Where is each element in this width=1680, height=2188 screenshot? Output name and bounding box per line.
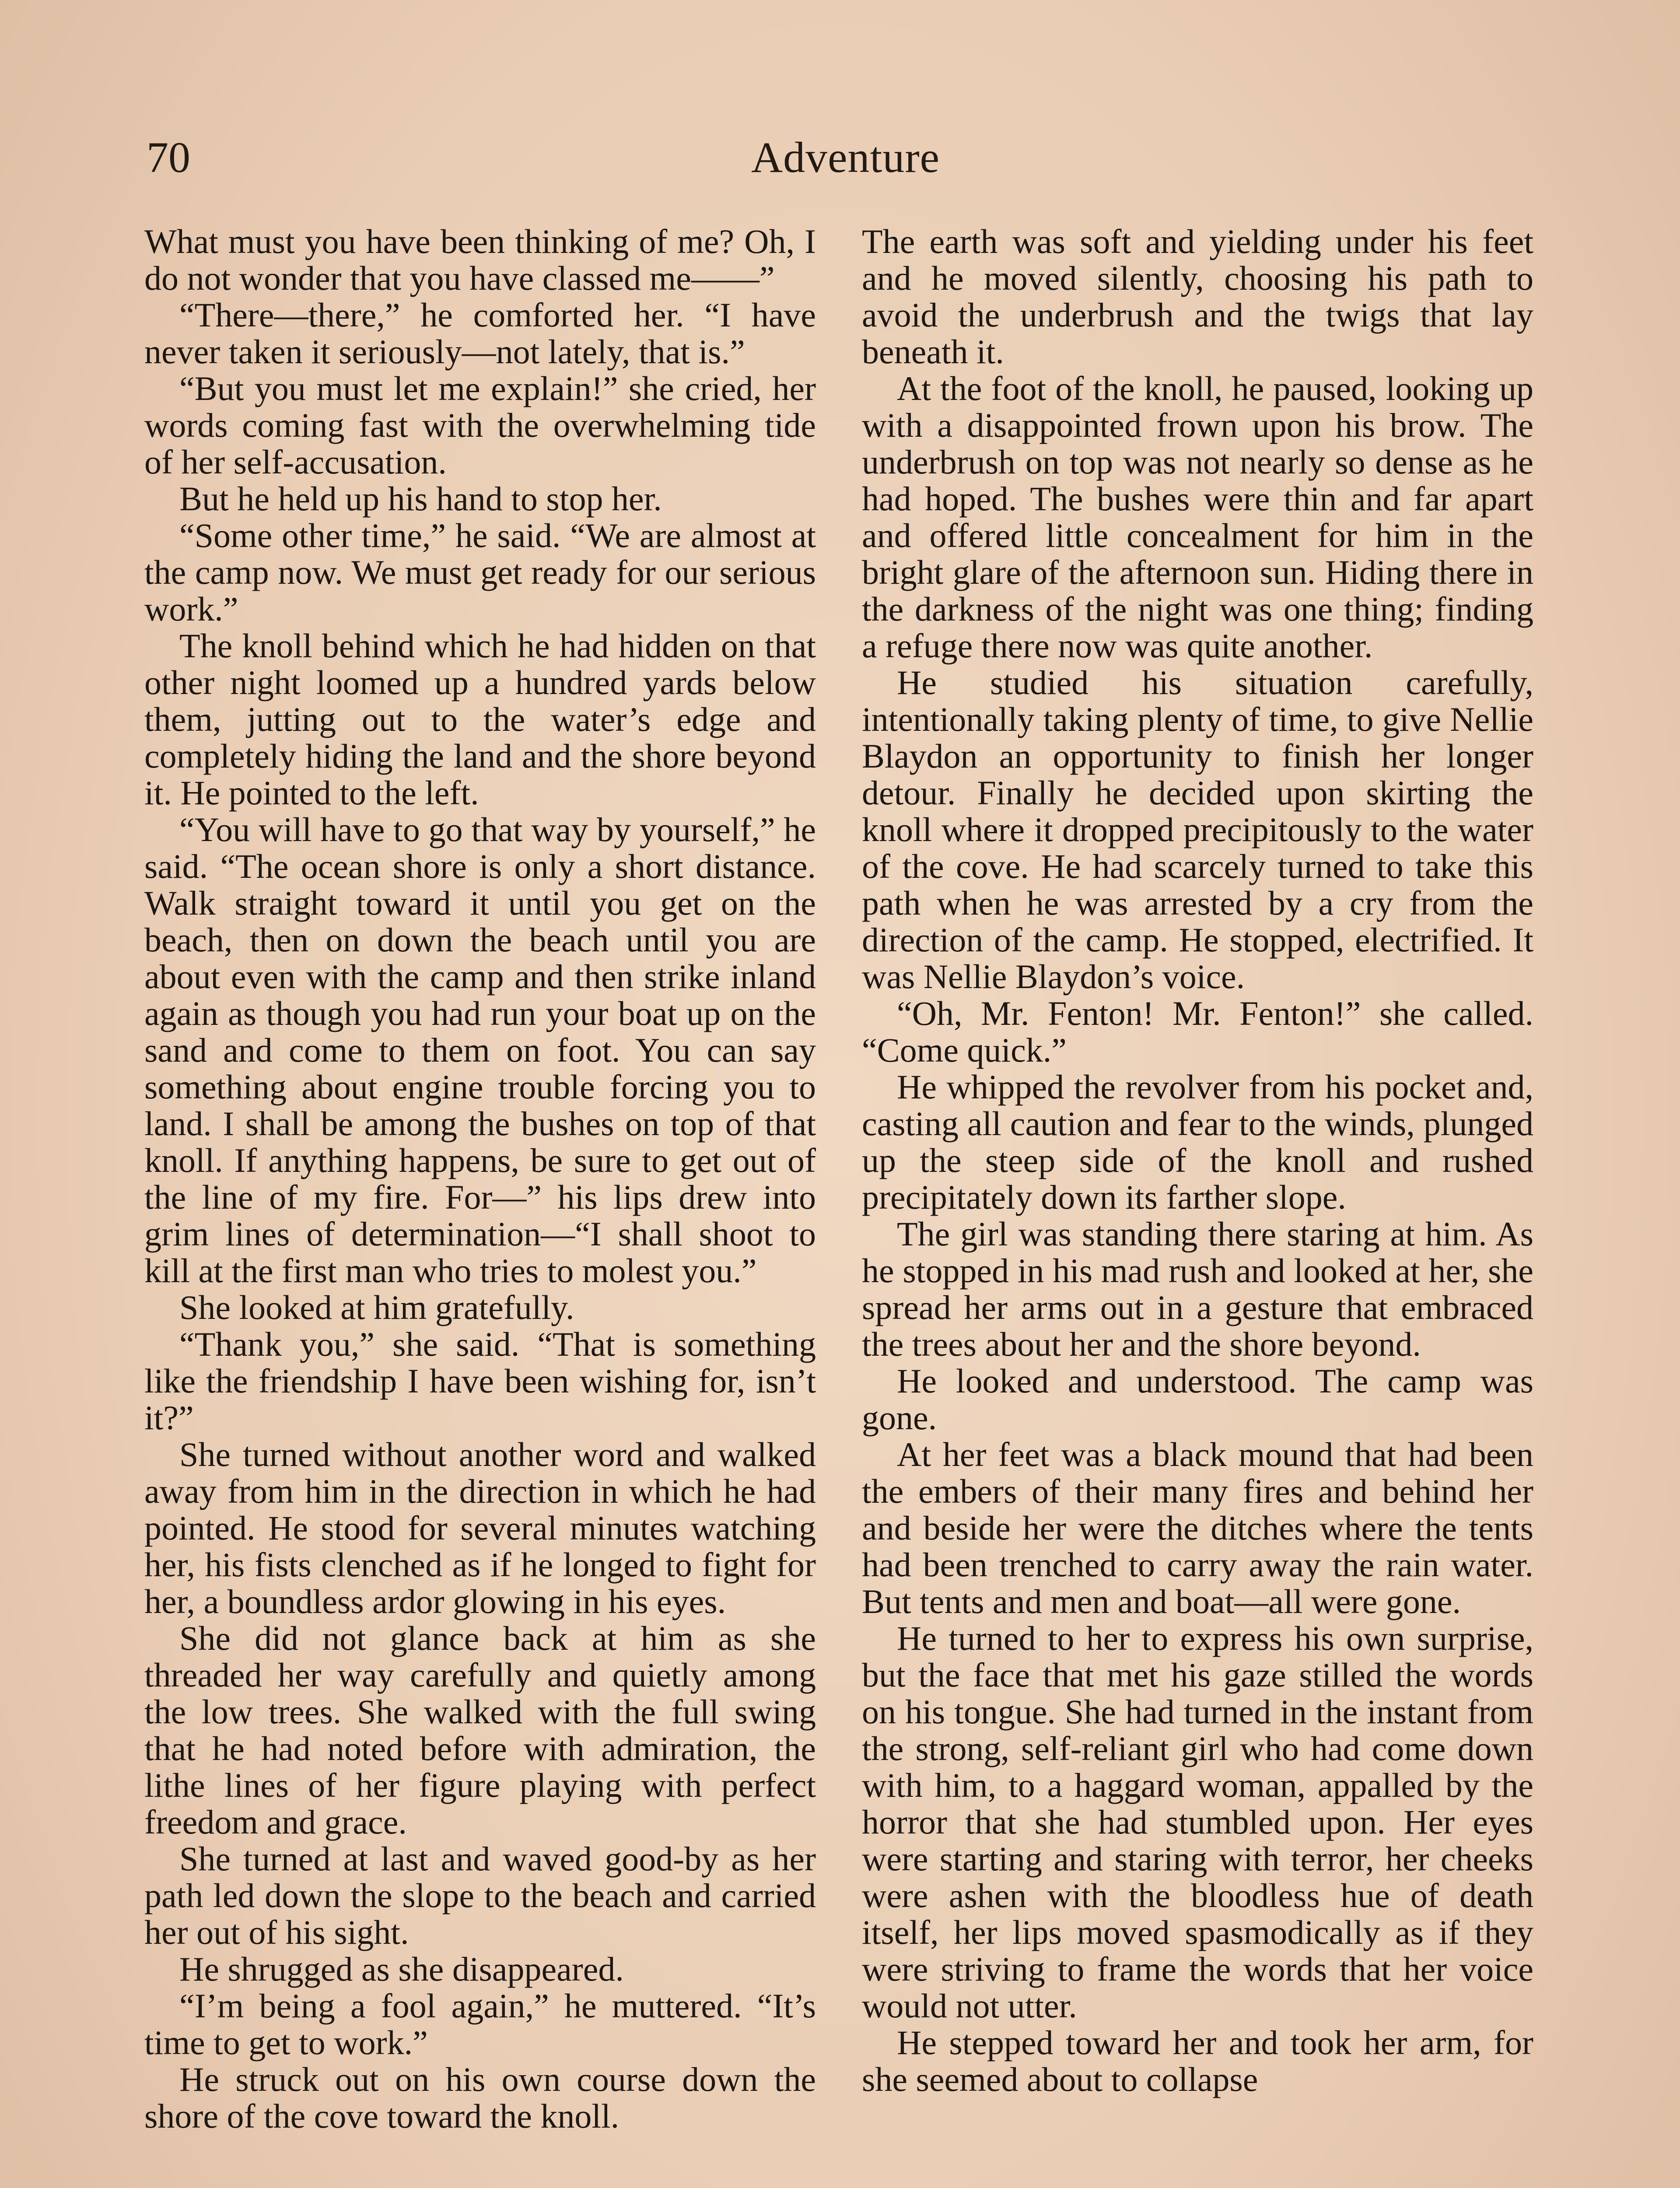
paragraph: She turned at last and waved good-by as her path led down the slope to the beach and carried her out of his sight. [144, 1840, 816, 1951]
paragraph: “But you must let me explain!” she cried, her words coming fast with the overwhelming tide of her self-accusation. [144, 369, 816, 481]
paragraph: The knoll behind which he had hidden on that other night loomed up a hundred yards below them, jutting out to the water’s edge and completely hiding the land and the shore beyond it. He pointed to the left. [144, 627, 816, 812]
paragraph: “Oh, Mr. Fenton! Mr. Fenton!” she called. “Come quick.” [862, 994, 1533, 1069]
paragraph: The girl was standing there staring at him. As he stopped in his mad rush and looked at her, she spread her arms out in a gesture that embraced the trees about her and the shore beyond. [862, 1215, 1533, 1363]
paragraph: She looked at him gratefully. [179, 1288, 574, 1326]
paragraph: He stepped toward her and took her arm, for she seemed about to collapse [862, 2023, 1533, 2098]
paragraph: “Thank you,” she said. “That is something like the friendship I have been wishing for, isn’t it?” [144, 1325, 816, 1437]
paragraph: He studied his situation carefully, intentionally taking plenty of time, to give Nellie Blaydon an opportunity to finish her longer detour. Finally he decided upon skirting the knoll where it dropped precipitously to the water of the cove. He had scarcely turned to take this path when he was arrested by a cry from the direction of the camp. He stopped, electrified. It was Nellie Blaydon’s voice. [862, 663, 1533, 996]
paragraph: He whipped the revolver from his pocket and, casting all caution and fear to the winds, plunged up the steep side of the knoll and rushed precipitately down its farther slope. [862, 1068, 1533, 1216]
paragraph: At her feet was a black mound that had been the embers of their many fires and behind her and beside her were the ditches where the tents had been trenched to carry away the rain water. But tents and men and boat—all were gone. [862, 1435, 1533, 1620]
paragraph: He looked and understood. The camp was gone. [862, 1362, 1533, 1437]
running-head: Adventure [751, 133, 940, 182]
paragraph: “There—there,” he comforted her. “I have never taken it seriously—not lately, that is.” [144, 296, 816, 371]
paragraph: “Some other time,” he said. “We are almost at the camp now. We must get ready for our serious work.” [144, 516, 816, 628]
paragraph: “I’m being a fool again,” he muttered. “It’s time to get to work.” [144, 1987, 816, 2062]
paragraph: He shrugged as she disappeared. [179, 1950, 624, 1988]
paragraph: What must you have been thinking of me? Oh, I do not wonder that you have classed me——” [144, 222, 816, 297]
paragraph: But he held up his hand to stop her. [179, 480, 662, 518]
paragraph: The earth was soft and yielding under his feet and he moved silently, choosing his path to avoid the underbrush and the twigs that lay beneath it. [862, 222, 1533, 371]
page-number: 70 [147, 133, 190, 182]
paragraph: He turned to her to express his own surprise, but the face that met his gaze stilled the words on his tongue. She had turned in the instant from the strong, self-reliant girl who had come down with him, to a haggard woman, appalled by the horror that she had stumbled upon. Her eyes were starting and staring with terror, her cheeks were ashen with the bloodless hue of death itself, her lips moved spasmodically as if they were striving to frame the words that her voice would not utter. [862, 1619, 1533, 2025]
right-column [862, 223, 1533, 2098]
paragraph: She turned without another word and walked away from him in the direction in which he had pointed. He stood for several minutes watching her, his fists clenched as if he longed to fight for her, a boundless ardor glowing in his eyes. [144, 1435, 816, 1620]
paragraph: At the foot of the knoll, he paused, looking up with a disappointed frown upon his brow. The underbrush on top was not nearly so dense as he had hoped. The bushes were thin and far apart and offered little concealment for him in the bright glare of the afternoon sun. Hiding there in the darkness of the night was one thing; finding a refuge there now was quite another. [862, 369, 1533, 665]
paragraph: She did not glance back at him as she threaded her way carefully and quietly among the low trees. She walked with the full swing that he had noted before with admiration, the lithe lines of her figure playing with perfect freedom and grace. [144, 1619, 816, 1841]
page-header [147, 129, 1544, 186]
left-column [144, 223, 816, 2135]
paragraph: “You will have to go that way by yourself,” he said. “The ocean shore is only a short distance. Walk straight toward it until you get on the beach, then on down the beach until you are about even with the camp and then strike inland again as though you had run your boat up on the sand and come to them on foot. You can say something about engine trouble forcing you to land. I shall be among the bushes on top of that knoll. If anything happens, be sure to get out of the line of my fire. For—” his lips drew into grim lines of determination—“I shall shoot to kill at the first man who tries to molest you.” [144, 810, 816, 1290]
paragraph: He struck out on his own course down the shore of the cove toward the knoll. [144, 2060, 816, 2135]
